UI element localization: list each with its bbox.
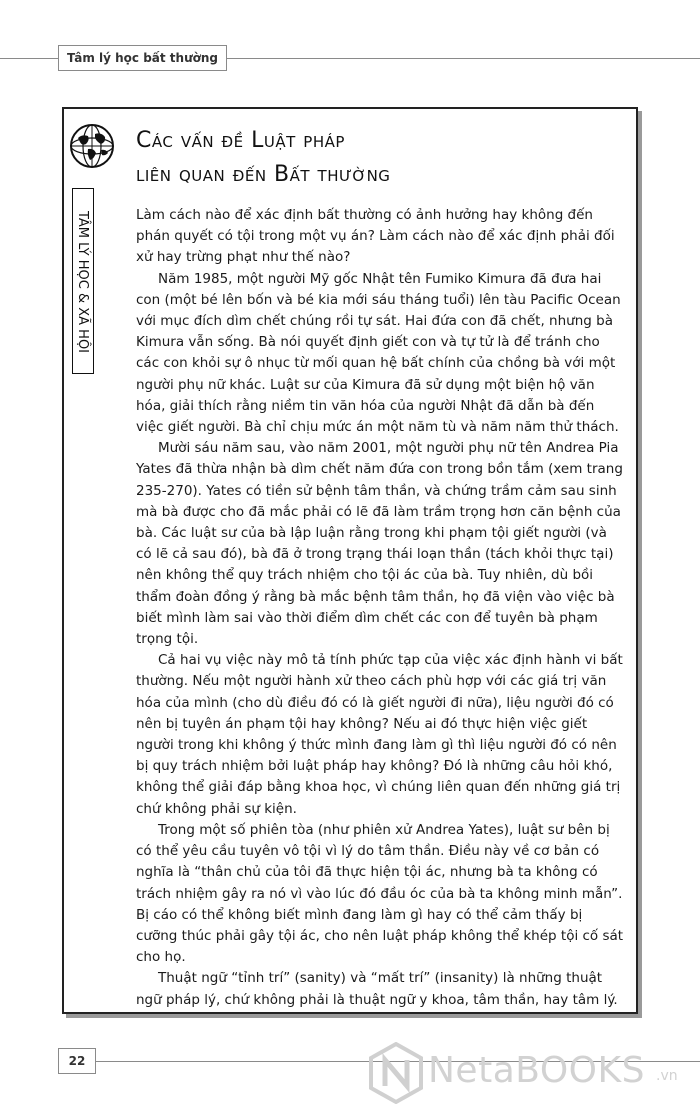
paragraph: Mười sáu năm sau, vào năm 2001, một người phụ nữ tên Andrea Pia Yates đã thừa nhận bà dìm chết năm đứa con trong bồn tắm (xem trang 235-270). Yates có tiền sử bệnh tâm thần, và chứng trầm cảm sau sinh mà bà được cho đã mắc phải có lẽ đã làm trầm trọng hơn căn bệnh của bà. Các luật sư của bà lập luận rằng trong khi phạm tội giết người (và có lẽ cả sau đó), bà đã ở trong trạng thái loạn thần (tách khỏi thực tại) nên không thể quy trách nhiệm cho tội ác của bà. Tuy nhiên, dù bồi thẩm đoàn đồng ý rằng bà mắc bệnh tâm thần, họ đã viện vào việc bà biết mình làm sai vào thời điểm dìm chết các con để tuyên bà phạm trọng tội. — [136, 440, 623, 648]
running-title: Tâm lý học bất thường — [58, 45, 227, 71]
paragraph: Thuật ngữ “tỉnh trí” (sanity) và “mất trí” (insanity) là những thuật ngữ pháp lý, chứ không phải là thuật ngữ y khoa, tâm thần, hay tâm lý. — [136, 970, 618, 1008]
paragraph: Trong một số phiên tòa (như phiên xử Andrea Yates), luật sư bên bị có thể yêu cầu tuyên vô tội vì lý do tâm thần. Điều này về cơ bản có nghĩa là “thân chủ của tôi đã thực hiện tội ác, nhưng bà ta không có trách nhiệm gây ra nó vì vào lúc đó đầu óc của bà ta không minh mẫn”. Bị cáo có thể không biết mình đang làm gì hay có thể cảm thấy bị cưỡng thúc phải gây tội ác, cho nên luật pháp không thể khép tội cố sát cho họ. — [136, 821, 624, 966]
globe-icon — [68, 122, 116, 170]
paragraph: Làm cách nào để xác định bất thường có ảnh hưởng hay không đến phán quyết có tội trong một vụ án? Làm cách nào để xác định phải đối xử hay trừng phạt như thế nào? — [136, 207, 615, 266]
page-number: 22 — [58, 1048, 96, 1074]
side-category-text: TÂM LÝ HỌC & XÃ HỘI — [75, 210, 90, 354]
watermark-suffix: .vn — [656, 1068, 678, 1084]
watermark-brand: NetaBOOKS — [428, 1050, 645, 1091]
box-title — [136, 124, 616, 192]
box-title-line1: Các vấn đề Luật pháp — [136, 128, 345, 153]
paragraph: Năm 1985, một người Mỹ gốc Nhật tên Fumiko Kimura đã đưa hai con (một bé lên bốn và bé kia mới sáu tháng tuổi) lên tàu Pacific Ocean với mục đích dìm chết chúng rồi tự sát. Hai đứa con đã chết, nhưng bà Kimura vẫn sống. Bà nói quyết định giết con và tự tử là để tránh cho các con khỏi sự ô nhục từ mối quan hệ bất chính của chồng bà với một người phụ nữ khác. Luật sư của Kimura đã sử dụng một biện hộ văn hóa, giải thích rằng niềm tin văn hóa của người Nhật đã dẫn bà đến việc giết người. Bà chỉ chịu mức án một năm tù và năm năm thử thách. — [136, 270, 621, 436]
box-body — [136, 205, 624, 1011]
side-category-label — [72, 188, 94, 374]
watermark-logo — [368, 1042, 424, 1104]
paragraph: Cả hai vụ việc này mô tả tính phức tạp của việc xác định hành vi bất thường. Nếu một người hành xử theo cách phù hợp với các giá trị văn hóa của mình (cho dù điều đó có là giết người đi nữa), liệu người đó có nên bị tuyên án phạm tội hay không? Nếu ai đó thực hiện việc giết người trong khi không ý thức mình đang làm gì thì liệu người đó có nên bị quy trách nhiệm bởi luật pháp hay không? Đó là những câu hỏi khó, không thể giải đáp bằng khoa học, vì chúng liên quan đến những giá trị chứ không phải sự kiện. — [136, 652, 623, 817]
box-title-line2: liên quan đến Bất thường — [136, 162, 391, 187]
